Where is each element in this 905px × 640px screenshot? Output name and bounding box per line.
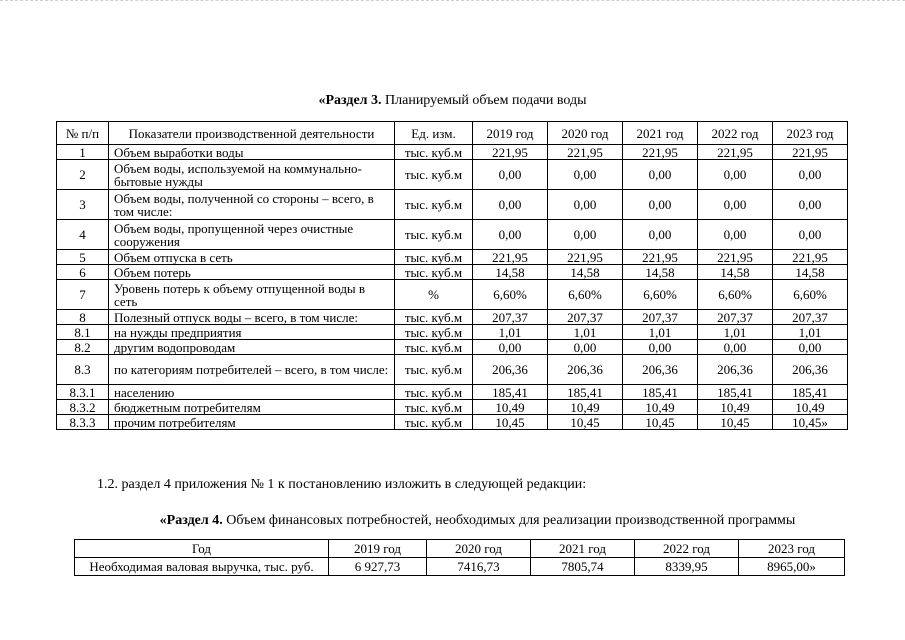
value-2023: 0,00 <box>773 340 848 355</box>
row-unit: тыс. куб.м <box>395 250 473 265</box>
value-2019: 6 927,73 <box>329 558 427 576</box>
row-number: 4 <box>57 220 109 250</box>
row-number: 5 <box>57 250 109 265</box>
value-2021: 185,41 <box>623 385 698 400</box>
value-2020: 0,00 <box>548 340 623 355</box>
value-2021: 14,58 <box>623 265 698 280</box>
row-unit: тыс. куб.м <box>395 160 473 190</box>
row-unit: тыс. куб.м <box>395 145 473 160</box>
value-2023: 10,49 <box>773 400 848 415</box>
table-row <box>75 558 845 576</box>
value-2022: 221,95 <box>698 250 773 265</box>
value-2019: 0,00 <box>473 190 548 220</box>
row-number: 8.1 <box>57 325 109 340</box>
value-2023: 0,00 <box>773 190 848 220</box>
value-2021: 221,95 <box>623 145 698 160</box>
row-number: 8.2 <box>57 340 109 355</box>
value-2020: 10,49 <box>548 400 623 415</box>
row-indicator: бюджетным потребителям <box>109 400 395 415</box>
value-2022: 8339,95 <box>635 558 739 576</box>
table-row <box>57 340 848 355</box>
value-2021: 1,01 <box>623 325 698 340</box>
col-header-2023: 2023 год <box>773 122 848 145</box>
value-2023: 221,95 <box>773 145 848 160</box>
page-top-edge <box>0 0 905 2</box>
row-unit: тыс. куб.м <box>395 415 473 430</box>
row-unit: тыс. куб.м <box>395 220 473 250</box>
row-unit: тыс. куб.м <box>395 400 473 415</box>
row-indicator: Объем выработки воды <box>109 145 395 160</box>
row-indicator: Объем воды, используемой на коммунально-бытовые нужды <box>109 160 395 190</box>
col-header-indicator: Показатели производственной деятельности <box>109 122 395 145</box>
col-header-year: Год <box>75 540 329 558</box>
row-number: 2 <box>57 160 109 190</box>
value-2019: 221,95 <box>473 145 548 160</box>
col-header-2020: 2020 год <box>548 122 623 145</box>
value-2023: 1,01 <box>773 325 848 340</box>
section-4-caption: Объем финансовых потребностей, необходимых для реализации производственной программы <box>222 513 796 528</box>
value-2020: 206,36 <box>548 355 623 385</box>
table-body <box>57 145 848 430</box>
value-2020: 7416,73 <box>427 558 531 576</box>
table-row <box>57 310 848 325</box>
row-indicator: другим водопроводам <box>109 340 395 355</box>
value-2023: 221,95 <box>773 250 848 265</box>
value-2023: 185,41 <box>773 385 848 400</box>
col-header-2022: 2022 год <box>698 122 773 145</box>
value-2023: 10,45» <box>773 415 848 430</box>
table-row <box>57 145 848 160</box>
value-2019: 0,00 <box>473 160 548 190</box>
row-number: 8.3 <box>57 355 109 385</box>
row-indicator: по категориям потребителей – всего, в том числе: <box>109 355 395 385</box>
value-2019: 1,01 <box>473 325 548 340</box>
value-2022: 14,58 <box>698 265 773 280</box>
row-unit: тыс. куб.м <box>395 325 473 340</box>
table-row <box>57 250 848 265</box>
row-unit: % <box>395 280 473 310</box>
value-2020: 6,60% <box>548 280 623 310</box>
water-supply-table <box>56 121 848 430</box>
section-3-label: «Раздел 3. <box>318 93 382 108</box>
col-header-2019: 2019 год <box>329 540 427 558</box>
value-2022: 207,37 <box>698 310 773 325</box>
col-header-2021: 2021 год <box>623 122 698 145</box>
section-4-label: «Раздел 4. <box>159 513 223 528</box>
value-2022: 0,00 <box>698 160 773 190</box>
value-2023: 0,00 <box>773 160 848 190</box>
row-indicator: Объем потерь <box>109 265 395 280</box>
row-indicator: прочим потребителям <box>109 415 395 430</box>
value-2022: 0,00 <box>698 340 773 355</box>
value-2022: 0,00 <box>698 220 773 250</box>
value-2019: 0,00 <box>473 220 548 250</box>
value-2021: 0,00 <box>623 220 698 250</box>
row-number: 6 <box>57 265 109 280</box>
row-unit: тыс. куб.м <box>395 190 473 220</box>
table-row <box>57 220 848 250</box>
row-indicator: Полезный отпуск воды – всего, в том числе: <box>109 310 395 325</box>
value-2019: 0,00 <box>473 340 548 355</box>
value-2019: 185,41 <box>473 385 548 400</box>
table-row <box>57 325 848 340</box>
value-2022: 206,36 <box>698 355 773 385</box>
table-row <box>57 385 848 400</box>
row-indicator: Уровень потерь к объему отпущенной воды в сеть <box>109 280 395 310</box>
value-2022: 10,49 <box>698 400 773 415</box>
col-header-2021: 2021 год <box>531 540 635 558</box>
value-2023: 206,36 <box>773 355 848 385</box>
row-indicator: Объем воды, полученной со стороны – всего, в том числе: <box>109 190 395 220</box>
table-row <box>57 160 848 190</box>
value-2021: 206,36 <box>623 355 698 385</box>
value-2019: 14,58 <box>473 265 548 280</box>
section-3-title <box>0 93 905 109</box>
value-2020: 221,95 <box>548 145 623 160</box>
financial-needs-table <box>74 539 845 576</box>
value-2020: 185,41 <box>548 385 623 400</box>
value-2022: 221,95 <box>698 145 773 160</box>
col-header-2019: 2019 год <box>473 122 548 145</box>
table-row <box>57 280 848 310</box>
value-2020: 14,58 <box>548 265 623 280</box>
value-2020: 221,95 <box>548 250 623 265</box>
value-2019: 6,60% <box>473 280 548 310</box>
value-2023: 6,60% <box>773 280 848 310</box>
table-row <box>57 415 848 430</box>
amendment-paragraph: 1.2. раздел 4 приложения № 1 к постановлению изложить в следующей редакции: <box>97 477 587 492</box>
value-2020: 10,45 <box>548 415 623 430</box>
value-2022: 0,00 <box>698 190 773 220</box>
section-4-title <box>25 513 905 529</box>
value-2022: 10,45 <box>698 415 773 430</box>
row-name: Необходимая валовая выручка, тыс. руб. <box>75 558 329 576</box>
col-header-2022: 2022 год <box>635 540 739 558</box>
value-2020: 1,01 <box>548 325 623 340</box>
col-header-num: № п/п <box>57 122 109 145</box>
value-2019: 207,37 <box>473 310 548 325</box>
value-2021: 207,37 <box>623 310 698 325</box>
col-header-unit: Ед. изм. <box>395 122 473 145</box>
value-2019: 10,49 <box>473 400 548 415</box>
row-number: 8.3.2 <box>57 400 109 415</box>
row-indicator: Объем отпуска в сеть <box>109 250 395 265</box>
value-2020: 207,37 <box>548 310 623 325</box>
table-header-row <box>75 540 845 558</box>
value-2019: 10,45 <box>473 415 548 430</box>
value-2022: 1,01 <box>698 325 773 340</box>
table-row <box>57 190 848 220</box>
row-number: 8 <box>57 310 109 325</box>
row-indicator: на нужды предприятия <box>109 325 395 340</box>
row-number: 1 <box>57 145 109 160</box>
table-row <box>57 355 848 385</box>
row-unit: тыс. куб.м <box>395 355 473 385</box>
value-2023: 8965,00» <box>739 558 845 576</box>
value-2021: 6,60% <box>623 280 698 310</box>
section-3-caption: Планируемый объем подачи воды <box>381 93 587 108</box>
row-indicator: населению <box>109 385 395 400</box>
value-2019: 206,36 <box>473 355 548 385</box>
value-2020: 0,00 <box>548 190 623 220</box>
value-2022: 185,41 <box>698 385 773 400</box>
value-2023: 207,37 <box>773 310 848 325</box>
row-unit: тыс. куб.м <box>395 310 473 325</box>
table-header-row <box>57 122 848 145</box>
value-2020: 0,00 <box>548 220 623 250</box>
value-2022: 6,60% <box>698 280 773 310</box>
table-row <box>57 400 848 415</box>
row-unit: тыс. куб.м <box>395 385 473 400</box>
value-2021: 221,95 <box>623 250 698 265</box>
table-row <box>57 265 848 280</box>
value-2020: 0,00 <box>548 160 623 190</box>
row-indicator: Объем воды, пропущенной через очистные сооружения <box>109 220 395 250</box>
row-number: 7 <box>57 280 109 310</box>
row-number: 8.3.3 <box>57 415 109 430</box>
value-2021: 0,00 <box>623 190 698 220</box>
value-2021: 0,00 <box>623 340 698 355</box>
col-header-2023: 2023 год <box>739 540 845 558</box>
row-number: 3 <box>57 190 109 220</box>
col-header-2020: 2020 год <box>427 540 531 558</box>
value-2023: 14,58 <box>773 265 848 280</box>
value-2021: 0,00 <box>623 160 698 190</box>
value-2021: 7805,74 <box>531 558 635 576</box>
row-unit: тыс. куб.м <box>395 340 473 355</box>
value-2021: 10,49 <box>623 400 698 415</box>
row-number: 8.3.1 <box>57 385 109 400</box>
value-2021: 10,45 <box>623 415 698 430</box>
value-2019: 221,95 <box>473 250 548 265</box>
value-2023: 0,00 <box>773 220 848 250</box>
row-unit: тыс. куб.м <box>395 265 473 280</box>
